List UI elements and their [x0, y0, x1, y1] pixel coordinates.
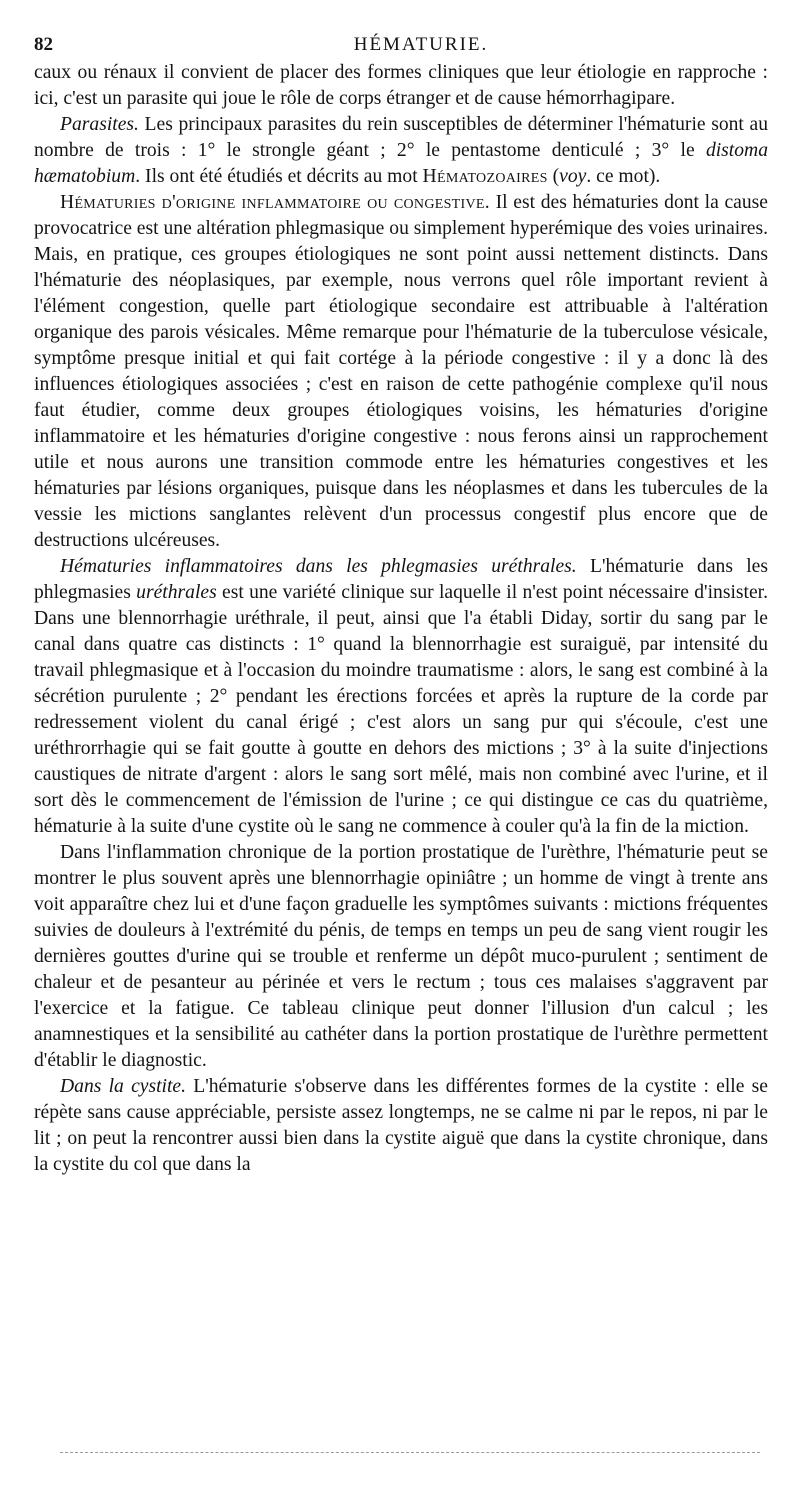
paragraph-text: Dans l'inflammation chronique de la portion prostatique de l'urèthre, l'hématurie peut se montrer le plus souvent après une blennorrhagie opiniâtre ; un homme de vingt à trente ans voit apparaître chez lui et d'une façon graduelle les symptômes suivants : mictions fréquentes suivies de douleurs à l'extrémité du pénis, de temps en temps un peu de sang vient rougir les dernières gouttes d'urine qui se trouble et renferme un dépôt muco-purulent ; sentiment de chaleur et de pesanteur au périnée et vers le rectum ; tous ces malaises s'aggravent par l'exercice et la fatigue. Ce tableau clinique peut donner l'illusion d'un calcul ; les anamnestiques et la sensibilité au cathéter dans la portion prostatique de l'urèthre permettent d'établir le diagnostic.	[34, 842, 768, 1071]
section-heading-parasites: Parasites.	[60, 114, 139, 135]
page-number: 82	[34, 34, 53, 55]
paragraph-text: Il est des hématuries dont la cause provocatrice est une altération phlegmasique ou simplement hyperémique des voies urinaires. Mais, en pratique, ces groupes étiologiques ne sont point aussi nettement distincts. Dans l'hématurie des néoplasiques, par exemple, nous verrons quel rôle important revient à l'élément congestion, quelle part étiologique secondaire est attribuable à l'altération organique des parois vésicales. Même remarque pour l'hématurie de la tuberculose vésicale, symptôme presque initial et qui fait cortége à la période congestive : il y a donc là des influences étiologiques associées ; c'est en raison de cette pathogénie complexe qu'il nous faut étudier, comme deux groupes étiologiques voisins, les hématuries d'origine inflammatoire et les hématuries d'origine congestive : nous ferons ainsi un rapprochement utile et nous aurons une transition commode entre les hématuries congestives et les hématuries par lésions organiques, puisque dans les néoplasmes et dans les tubercules de la vessie les mictions sanglantes relèvent d'un processus congestif plus encore que de destructions ulcéreuses.	[34, 192, 769, 551]
paragraph-text: L'hématurie dans les phlegmasies	[34, 556, 768, 603]
paragraph-cystitis	[34, 1074, 768, 1178]
running-title: HÉMATURIE.	[353, 34, 489, 55]
paragraph-prostatic	[34, 840, 768, 1074]
emphasized-term: uréthrales	[136, 582, 217, 603]
book-page	[34, 30, 768, 1178]
paragraph-text: . ce mot).	[586, 166, 661, 187]
paragraph-inflammatory-congestive	[34, 190, 768, 554]
section-heading-urethral: Hématuries inflammatoires dans les phlegmasies uréthrales.	[60, 556, 577, 577]
latin-term: distoma hæmatobium	[34, 140, 768, 187]
paragraph-text: . Ils ont été étudiés et décrits au mot	[135, 166, 423, 187]
section-heading-cystitis: Dans la cystite.	[60, 1076, 187, 1097]
footer-rule	[60, 1452, 760, 1453]
paragraph-continuation	[34, 60, 768, 112]
voy-abbreviation: voy	[559, 166, 587, 187]
paragraph-text: caux ou rénaux il convient de placer des formes cliniques que leur étiologie en rapproche : ici, c'est un parasite qui joue le rôle de corps étranger et de cause hémorrhagipare.	[34, 62, 768, 109]
paragraph-parasites	[34, 112, 768, 190]
paragraph-text: L'hématurie s'observe dans les différentes formes de la cystite : elle se répète sans cause appréciable, persiste assez longtemps, ne se calme ni par le repos, ni par le lit ; on peut la rencontrer aussi bien dans la cystite aiguë que dans la cystite chronique, dans la cystite du col que dans la	[34, 1076, 768, 1175]
body-text	[34, 60, 768, 1178]
paragraph-text: (	[547, 166, 560, 187]
section-heading-inflammatory-congestive: Hématuries d'origine inflammatoire ou congestive.	[60, 192, 490, 213]
cross-reference: Hématozoaires	[422, 166, 548, 187]
paragraph-text: est une variété clinique sur laquelle il n'est point nécessaire d'insister. Dans une blennorrhagie uréthrale, il peut, ainsi que l'a établi Diday, sortir du sang par le canal dans quatre cas distincts : 1° quand la blennorrhagie est suraiguë, par intensité du travail phlegmasique et à l'occasion du moindre traumatisme : alors, le sang est combiné à la sécrétion purulente ; 2° pendant les érections forcées et après la rupture de la corde par redressement violent du canal érigé ; c'est alors un sang pur qui s'écoule, c'est une uréthrorrhagie qui se fait goutte à goutte en dehors des mictions ; 3° à la suite d'injections caustiques de nitrate d'argent : alors le sang sort mêlé, mais non combiné avec l'urine, et il sort dès le commencement de l'émission de l'urine ; ce qui distingue ce cas du quatrième, hématurie à la suite d'une cystite où le sang ne commence à couler qu'à la fin de la miction.	[34, 582, 768, 837]
paragraph-urethral-phlegmasia	[34, 554, 768, 840]
running-head	[34, 30, 768, 60]
paragraph-text: Les principaux parasites du rein susceptibles de déterminer l'hématurie sont au nombre de trois : 1° le strongle géant ; 2° le pentastome denticulé ; 3° le	[34, 114, 768, 161]
